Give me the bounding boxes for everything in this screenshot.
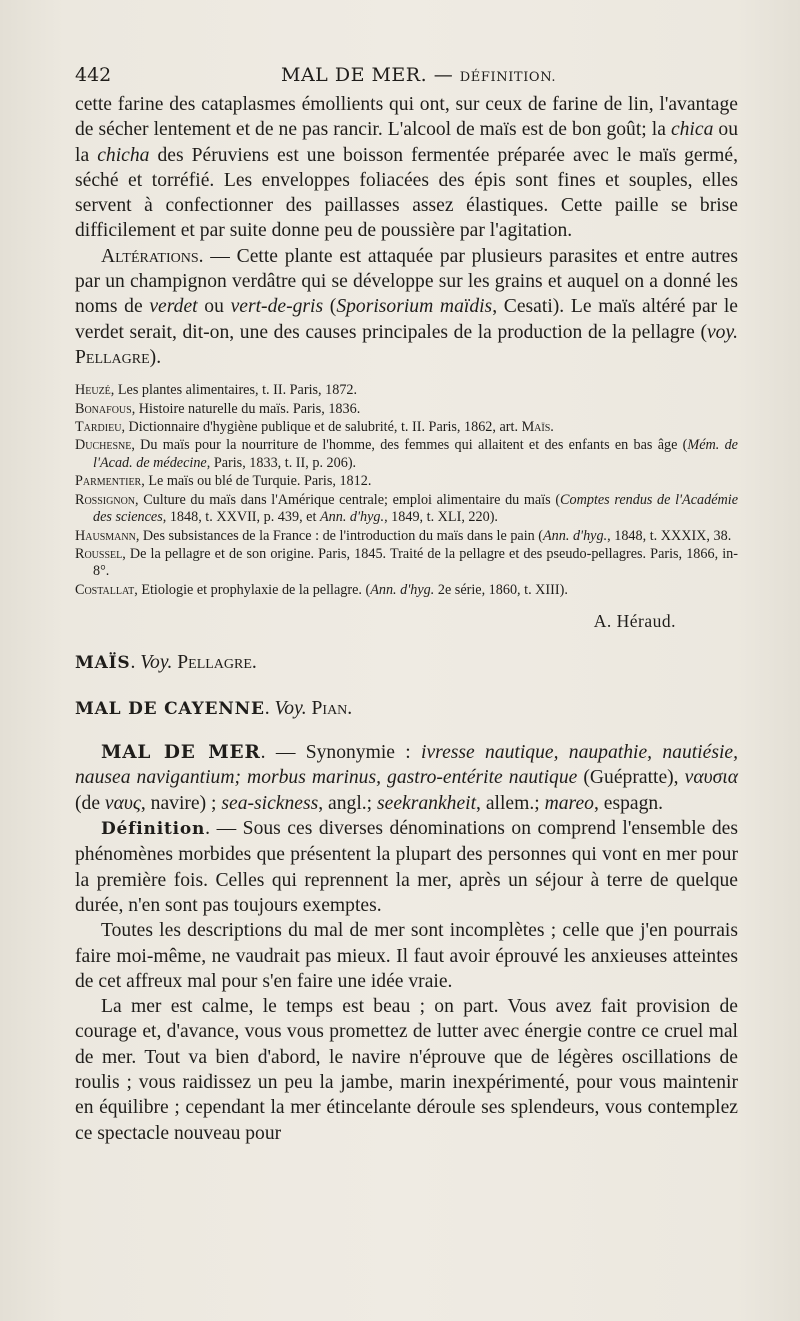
text-run: Toutes les descriptions du mal de mer sont incomplètes ; celle que j'en pourrais faire moi-même, ne vaudrait pas mieux. Il faut avoir éprouvé les anxieuses atteintes de cet affreux mal pour s'en faire une idée vraie. (75, 920, 738, 992)
italic-text: chicha (97, 144, 150, 166)
text-run: ( (323, 296, 337, 318)
reference-item (75, 401, 738, 418)
small-caps-text: Duchesne (75, 437, 132, 454)
small-caps-text: Rossignon (75, 491, 136, 508)
small-caps-text: Heuzé (75, 382, 111, 399)
text-run: , espagn. (593, 792, 664, 814)
text-run: , De la pellagre et de son origine. Paris, 1845. Traité de la pellagre et des pseudo-pellagres. Paris, 1866, in-8°. (93, 545, 738, 580)
small-caps-text: Pellagre (177, 652, 252, 674)
text-run: La mer est calme, le temps est beau ; on part. Vous avez fait provision de courage et, d'avance, vous vous promettez de lutter avec énergie contre ce cruel mal de mer. Tout va bien d'abord, le navire n'éprouve que de légères oscillations de roulis ; vous raidissez un peu la jambe, marin inexpérimenté, pour vous maintenir en équilibre ; cependant la mer étincelante déroule ses splendeurs, vous contemplez ce spectacle nouveau pour (75, 996, 738, 1144)
paragraph-uses (75, 92, 738, 244)
small-caps-text: Pian (311, 698, 348, 720)
small-caps-text: Bonafous (75, 400, 132, 417)
article-mais-end (75, 92, 738, 370)
italic-text: ναυς (104, 792, 141, 814)
italic-text: Voy. (140, 652, 173, 674)
italic-text: Sporisorium maïdis (336, 296, 493, 318)
text-run: , Paris, 1833, t. II, p. 206). (206, 454, 357, 471)
text-run: . (130, 652, 141, 674)
italic-text: vert-de-gris (230, 296, 324, 318)
small-caps-text: Pellagre (75, 346, 150, 368)
reference-item (75, 492, 738, 527)
paragraph-alterations (75, 244, 738, 370)
headword: MAL DE MER (101, 742, 261, 764)
bold-term: MAL DE CAYENNE (75, 699, 265, 720)
small-caps-text: Tardieu (75, 419, 122, 436)
text-run: ou (197, 296, 231, 318)
bibliography (75, 382, 738, 599)
text-run: ). (149, 346, 162, 368)
text-run: 2e série, 1860, t. XIII). (434, 581, 568, 598)
article-mal-de-mer (75, 740, 738, 1146)
text-run: , Dictionnaire d'hygiène publique et de salubrité, t. II. Paris, 1862, art. (121, 419, 522, 436)
running-title-sub: DÉFINITION. (459, 70, 557, 85)
text-run: (de (75, 792, 105, 814)
text-run: cette farine des cataplasmes émollients qui ont, sur ceux de farine de lin, l'avantage de sécher lentement et de ne pas rancir. L'alcool de maïs est de bon goût; la (75, 94, 738, 141)
running-title-dash: — (433, 64, 454, 86)
entry-mais (75, 650, 738, 676)
text-run: , Des subsistances de la France : de l'introduction du maïs dans le pain ( (135, 527, 544, 544)
italic-text: Mém. de l'Acad. de médecine (93, 437, 738, 471)
text-run: . (550, 419, 554, 436)
italic-text: Voy. (274, 698, 307, 720)
text-run: , Du maïs pour la nourriture de l'homme, des femmes qui allaitent et des enfants en bas âge ( (131, 437, 688, 454)
text-run: , Culture du maïs dans l'Amérique centrale; emploi alimentaire du maïs ( (135, 491, 561, 508)
reference-item (75, 419, 738, 436)
text-run: . (251, 652, 257, 674)
text-run: , 1848, t. XXXIX, 38. (607, 527, 732, 544)
italic-text: chica (670, 119, 714, 141)
page-number: 442 (75, 64, 112, 86)
text-run: , angl.; (318, 792, 378, 814)
small-caps-text: Hausmann (75, 527, 136, 544)
author-signature: A. Héraud. (593, 611, 676, 632)
italic-text: Ann. d'hyg. (319, 509, 385, 526)
reference-item (75, 528, 738, 545)
text-run: des Péruviens est une boisson fermentée préparée avec le maïs germé, séché et torréfié. Les enveloppes foliacées des épis sont fines et souples, elles servent à confectionner des paillasses assez élastiques. Cette paille se brise difficilement et par suite donne peu de poussière par l'agitation. (75, 144, 738, 242)
text-run: . (347, 698, 353, 720)
text-run: , Les plantes alimentaires, t. II. Paris, 1872. (110, 382, 358, 399)
running-title (281, 64, 556, 86)
bold-term: Définition (101, 819, 206, 840)
text-run: , allem.; (476, 792, 545, 814)
small-caps-text: Altérations. (101, 245, 204, 267)
text-run: , Le maïs ou blé de Turquie. Paris, 1812. (141, 473, 372, 490)
text-run: , Etiologie et prophylaxie de la pellagre. ( (134, 581, 371, 598)
italic-text: Comptes rendus de l'Académie des sciences (93, 491, 738, 526)
reference-item (75, 473, 738, 490)
paragraph-synonymie (75, 740, 738, 816)
text-run: , navire) ; (140, 792, 222, 814)
paragraph-definition (75, 816, 738, 918)
small-caps-text: Costallat (75, 581, 135, 598)
text-run: — Cette plante est attaquée par plusieurs parasites et entre autres par un champignon verdâtre qui se développe sur les grains et auquel on a donné les noms de (75, 245, 738, 318)
entry-mal-de-cayenne (75, 696, 738, 722)
text-run: , Cesati). Le maïs altéré par le verdet serait, dit-on, une des causes principales de la production de la pellagre ( (75, 296, 739, 343)
text-run: . (264, 698, 275, 720)
italic-text: sea-sickness (221, 792, 319, 814)
bold-term: MAÏS (75, 653, 131, 674)
italic-text: Ann. d'hyg. (543, 527, 608, 544)
small-caps-text: Maïs (521, 419, 551, 436)
italic-text: mareo (544, 792, 594, 814)
paragraph-voyage (75, 994, 738, 1146)
running-header (75, 58, 738, 92)
italic-text: seekrankheit (377, 792, 477, 814)
text-run: (Guépratte), (577, 767, 685, 789)
reference-item (75, 546, 738, 581)
italic-text: ivresse nautique, naupathie, nautiésie, nausea navigantium; morbus marinus, gastro-entérite nautique (75, 742, 738, 789)
small-caps-text: Parmentier (75, 473, 142, 490)
text-run: , 1849, t. XLI, 220). (384, 509, 498, 526)
running-title-main: MAL DE MER. (281, 64, 428, 86)
small-caps-text: Roussel (75, 545, 123, 562)
text-run: . — Sous ces diverses dénominations on comprend l'ensemble des phénomènes morbides que présentent la plupart des personnes qui vont en mer pour la première fois. Celles qui reprennent la mer, après un séjour à terre de quelque durée, n'en sont pas toujours exemptes. (75, 818, 738, 916)
paragraph-descriptions (75, 918, 738, 994)
text-run: , 1848, t. XXVII, p. 439, et (162, 509, 320, 526)
reference-item (75, 382, 738, 399)
text-run: , Histoire naturelle du maïs. Paris, 1836. (131, 400, 361, 417)
text-run: ou la (75, 119, 738, 166)
italic-text: voy. (706, 321, 738, 343)
italic-text: verdet (149, 296, 198, 318)
reference-item (75, 437, 738, 472)
italic-text: ναυσια (684, 767, 738, 789)
text-run: . — Synonymie : (260, 742, 422, 764)
reference-item (75, 582, 738, 599)
italic-text: Ann. d'hyg. (370, 581, 435, 598)
